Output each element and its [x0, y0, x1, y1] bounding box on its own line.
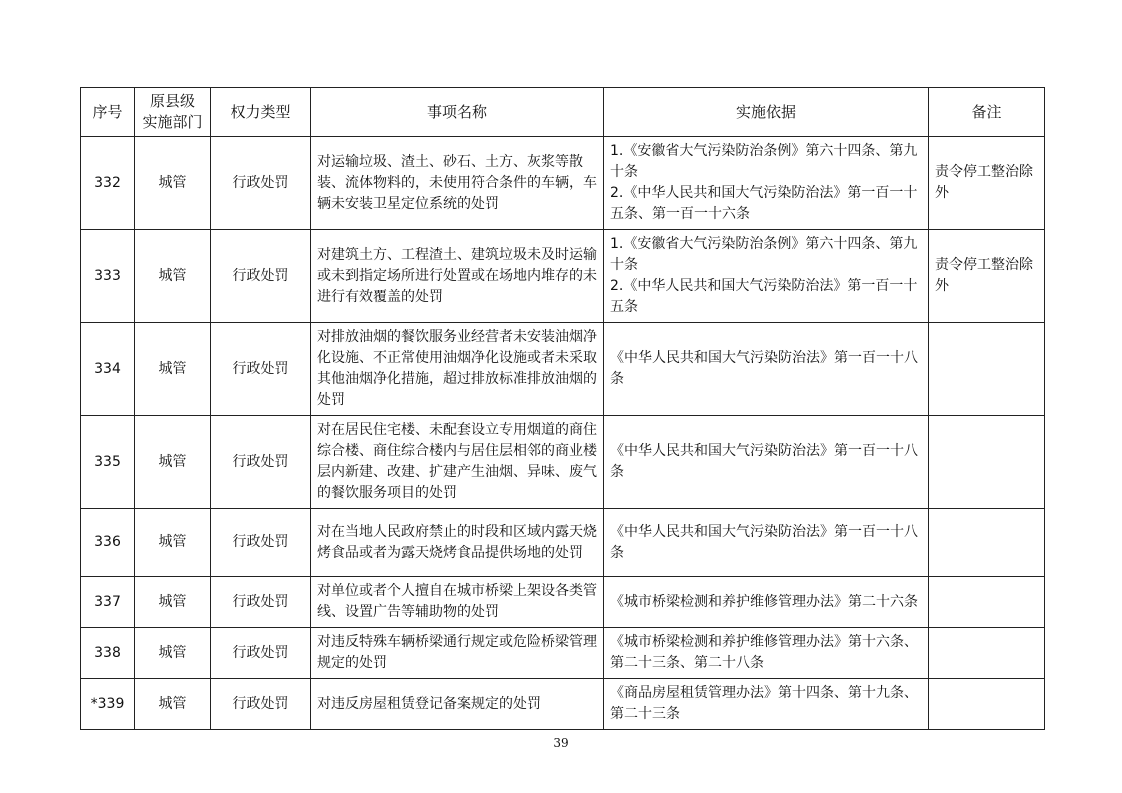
row-type: 行政处罚	[211, 416, 311, 509]
basis-line: 《商品房屋租赁管理办法》第十四条、第十九条、第二十三条	[610, 685, 918, 722]
row-remark	[929, 416, 1045, 509]
row-type: 行政处罚	[211, 509, 311, 577]
table-row	[81, 628, 1045, 679]
basis-line: 《中华人民共和国大气污染防治法》第一百一十八条	[610, 350, 918, 387]
row-type: 行政处罚	[211, 628, 311, 679]
row-type: 行政处罚	[211, 679, 311, 730]
row-remark	[929, 509, 1045, 577]
basis-line: 1.《安徽省大气污染防治条例》第六十四条、第九十条	[610, 143, 918, 180]
row-name: 对运输垃圾、渣土、砂石、土方、灰浆等散装、流体物料的，未使用符合条件的车辆，车辆未安装卫星定位系统的处罚	[311, 137, 604, 230]
row-basis	[604, 509, 929, 577]
row-dept: 城管	[135, 509, 211, 577]
row-remark	[929, 628, 1045, 679]
row-name: 对违反特殊车辆桥梁通行规定或危险桥梁管理规定的处罚	[311, 628, 604, 679]
row-type: 行政处罚	[211, 230, 311, 323]
row-remark: 责令停工整治除外	[929, 137, 1045, 230]
header-dept-line1: 原县级	[149, 92, 195, 110]
row-name: 对违反房屋租赁登记备案规定的处罚	[311, 679, 604, 730]
row-name: 对排放油烟的餐饮服务业经营者未安装油烟净化设施、不正常使用油烟净化设施或者未采取其他油烟净化措施，超过排放标准排放油烟的处罚	[311, 323, 604, 416]
row-seq: 332	[81, 137, 135, 230]
row-type: 行政处罚	[211, 323, 311, 416]
row-name: 对在当地人民政府禁止的时段和区域内露天烧烤食品或者为露天烧烤食品提供场地的处罚	[311, 509, 604, 577]
basis-line: 《城市桥梁检测和养护维修管理办法》第十六条、第二十三条、第二十八条	[610, 634, 918, 671]
row-name: 对建筑土方、工程渣土、建筑垃圾未及时运输或未到指定场所进行处置或在场地内堆存的未进行有效覆盖的处罚	[311, 230, 604, 323]
row-basis	[604, 679, 929, 730]
row-dept: 城管	[135, 577, 211, 628]
header-row	[81, 88, 1045, 137]
row-seq: 338	[81, 628, 135, 679]
table-row	[81, 323, 1045, 416]
basis-line: 《中华人民共和国大气污染防治法》第一百一十八条	[610, 443, 918, 480]
row-dept: 城管	[135, 137, 211, 230]
row-type: 行政处罚	[211, 577, 311, 628]
row-basis	[604, 137, 929, 230]
row-remark	[929, 679, 1045, 730]
basis-line: 1.《安徽省大气污染防治条例》第六十四条、第九十条	[610, 236, 918, 273]
row-seq: 337	[81, 577, 135, 628]
row-name: 对单位或者个人擅自在城市桥梁上架设各类管线、设置广告等辅助物的处罚	[311, 577, 604, 628]
table-row	[81, 230, 1045, 323]
page-number: 39	[553, 736, 569, 750]
row-basis	[604, 230, 929, 323]
table-row	[81, 137, 1045, 230]
row-basis	[604, 323, 929, 416]
header-seq: 序号	[81, 88, 135, 137]
row-basis	[604, 628, 929, 679]
row-seq: 333	[81, 230, 135, 323]
basis-line: 《城市桥梁检测和养护维修管理办法》第二十六条	[610, 593, 918, 610]
row-basis	[604, 416, 929, 509]
header-remark: 备注	[929, 88, 1045, 137]
row-remark	[929, 323, 1045, 416]
powers-table	[80, 87, 1045, 730]
row-remark: 责令停工整治除外	[929, 230, 1045, 323]
row-dept: 城管	[135, 628, 211, 679]
row-seq: 334	[81, 323, 135, 416]
row-seq: *339	[81, 679, 135, 730]
table-row	[81, 416, 1045, 509]
header-name: 事项名称	[311, 88, 604, 137]
basis-line: 2.《中华人民共和国大气污染防治法》第一百一十五条	[610, 278, 918, 315]
row-type: 行政处罚	[211, 137, 311, 230]
header-dept-line2: 实施部门	[142, 113, 203, 131]
row-name: 对在居民住宅楼、未配套设立专用烟道的商住综合楼、商住综合楼内与居住层相邻的商业楼层内新建、改建、扩建产生油烟、异味、废气的餐饮服务项目的处罚	[311, 416, 604, 509]
basis-line: 2.《中华人民共和国大气污染防治法》第一百一十五条、第一百一十六条	[610, 185, 918, 222]
table-row	[81, 509, 1045, 577]
row-seq: 335	[81, 416, 135, 509]
header-type: 权力类型	[211, 88, 311, 137]
basis-line: 《中华人民共和国大气污染防治法》第一百一十八条	[610, 523, 918, 561]
row-dept: 城管	[135, 230, 211, 323]
header-basis: 实施依据	[604, 88, 929, 137]
row-dept: 城管	[135, 323, 211, 416]
row-basis	[604, 577, 929, 628]
row-remark	[929, 577, 1045, 628]
header-dept	[135, 88, 211, 137]
table-row	[81, 679, 1045, 730]
table-row	[81, 577, 1045, 628]
row-dept: 城管	[135, 416, 211, 509]
row-seq: 336	[81, 509, 135, 577]
row-dept: 城管	[135, 679, 211, 730]
